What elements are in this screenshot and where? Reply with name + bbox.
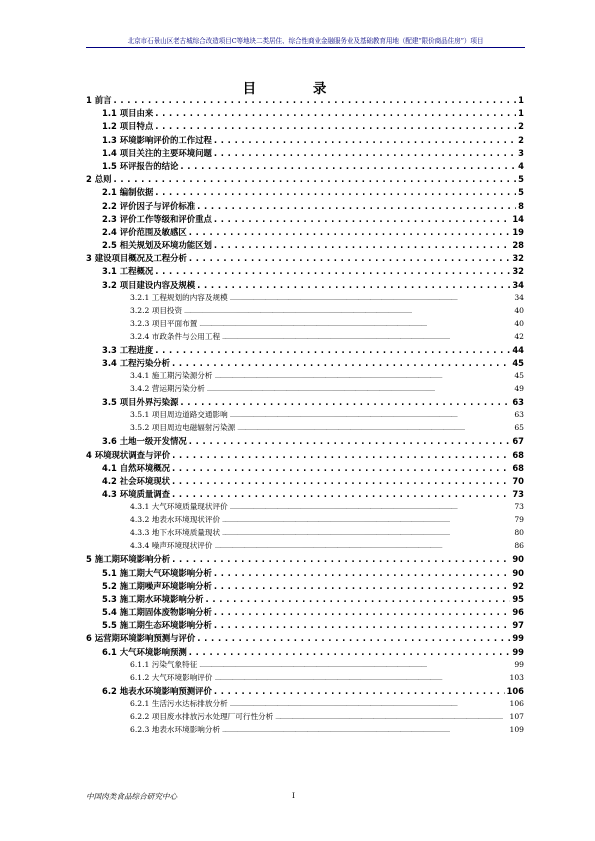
running-header: 北京市石景山区老古城综合改造项目C等地块二类居住、综合性商业金融服务业及基础教育用地（配建“限价商品住房”）项目 xyxy=(86,35,525,48)
toc-dot-leader xyxy=(189,436,511,446)
toc-dot-leader xyxy=(206,594,511,604)
toc-entry[interactable] xyxy=(86,553,524,566)
toc-dot-leader xyxy=(222,332,512,341)
toc-entry-page: 49 xyxy=(514,384,524,394)
toc-dot-leader xyxy=(114,95,517,105)
toc-entry-page: 73 xyxy=(512,489,524,500)
toc-entry-page: 90 xyxy=(512,554,524,565)
toc-entry-title: 2.4 评价范围及敏感区 xyxy=(102,226,187,237)
toc-entry-page: 99 xyxy=(514,659,524,669)
toc-entry-title: 6.2.1 生活污水达标排放分析 xyxy=(130,699,228,708)
toc-entry-page: 32 xyxy=(512,253,524,264)
toc-entry-title: 6.1.2 大气环境影响评价 xyxy=(130,672,213,682)
toc-dot-leader xyxy=(230,699,508,708)
toc-entry-title: 3.2.2 项目投资 xyxy=(130,305,183,315)
toc-dot-leader xyxy=(215,371,513,380)
toc-dot-leader xyxy=(189,253,510,263)
toc-dot-leader xyxy=(155,187,516,197)
footer-page-number: I xyxy=(292,791,295,800)
toc-entry-title: 6.2.2 项目废水排放污水处理厂可行性分析 xyxy=(130,712,274,721)
toc-entry-page: 67 xyxy=(512,436,524,447)
toc-entry-page: 45 xyxy=(514,371,524,381)
toc-entry-title: 2.2 评价因子与评价标准 xyxy=(102,200,196,211)
toc-entry-page: 5 xyxy=(518,187,524,198)
toc-entry-title: 1.2 项目特点 xyxy=(102,121,154,132)
toc-entry-page: 90 xyxy=(512,567,524,578)
toc-entry-title: 3.5.2 项目周边电磁辐射污染源 xyxy=(130,423,236,433)
toc-entry-title: 1.3 环境影响评价的工作过程 xyxy=(102,134,212,145)
toc-entry[interactable] xyxy=(86,279,524,292)
toc-entry-title: 4.3.4 噪声环境现状评价 xyxy=(130,541,213,551)
toc-entry-page: 73 xyxy=(514,502,524,512)
toc-entry-title: 3.6 土地一级开发情况 xyxy=(102,436,187,447)
toc-entry-page: 8 xyxy=(518,200,524,211)
toc-entry-title: 3 建设项目概况及工程分析 xyxy=(86,253,187,264)
toc-dot-leader xyxy=(189,227,511,237)
toc-entry[interactable] xyxy=(86,685,524,698)
toc-entry-page: 103 xyxy=(509,672,524,682)
toc-entry[interactable] xyxy=(86,186,524,199)
toc-entry[interactable] xyxy=(86,409,524,422)
toc-entry[interactable] xyxy=(86,107,524,120)
toc-dot-leader xyxy=(114,174,517,184)
toc-dot-leader xyxy=(199,319,512,328)
toc-entry-title: 1.5 环评报告的结论 xyxy=(102,160,179,171)
toc-entry-title: 6.2.3 地表水环境影响分析 xyxy=(130,725,221,734)
toc-entry-page: 34 xyxy=(514,292,524,302)
toc-entry[interactable] xyxy=(86,173,524,186)
toc-entry-page: 106 xyxy=(509,699,524,708)
toc-entry-title: 3.2 项目建设内容及规模 xyxy=(102,279,196,290)
toc-dot-leader xyxy=(155,266,510,276)
toc-entry-title: 5.2 施工期噪声环境影响分析 xyxy=(102,580,212,591)
toc-dot-leader xyxy=(197,201,516,211)
toc-entry-title: 2.3 评价工作等级和评价重点 xyxy=(102,213,212,224)
toc-entry-title: 3.4.2 营运期污染分析 xyxy=(130,384,205,394)
toc-entry-title: 2.1 编制依据 xyxy=(102,187,154,198)
toc-entry[interactable] xyxy=(86,94,524,107)
toc-entry-page: 45 xyxy=(512,358,524,368)
toc-dot-leader xyxy=(214,620,510,630)
toc-entry[interactable] xyxy=(86,344,524,357)
toc-entry-page: 97 xyxy=(512,620,524,631)
toc-entry-page: 32 xyxy=(512,266,524,277)
toc-dot-leader xyxy=(275,712,507,721)
toc-entry[interactable] xyxy=(86,711,524,724)
toc-entry-page: 107 xyxy=(509,712,524,721)
toc-dot-leader xyxy=(155,121,516,131)
footer-organization: 中国肉类食品综合研究中心 xyxy=(86,792,178,801)
toc-entry-title: 4.3.3 地下水环境质量现状 xyxy=(130,528,221,538)
toc-entry[interactable] xyxy=(86,134,524,147)
toc-entry-page: 96 xyxy=(512,607,524,618)
toc-dot-leader xyxy=(214,607,510,617)
toc-entry[interactable] xyxy=(86,226,524,239)
toc-entry[interactable] xyxy=(86,357,524,370)
toc-entry-page: 40 xyxy=(514,318,524,328)
toc-entry[interactable] xyxy=(86,724,524,737)
toc-dot-leader xyxy=(222,515,512,524)
toc-dot-leader xyxy=(215,673,508,682)
toc-entry-title: 4.2 社会环境现状 xyxy=(102,475,171,486)
toc-entry-title: 3.1 工程概况 xyxy=(102,266,154,277)
toc-entry[interactable] xyxy=(86,383,524,396)
toc-entry[interactable] xyxy=(86,292,524,305)
toc-entry[interactable] xyxy=(86,239,524,252)
toc-entry[interactable] xyxy=(86,567,524,580)
toc-dot-leader xyxy=(230,502,513,511)
toc-dot-leader xyxy=(214,568,510,578)
toc-entry-page: 99 xyxy=(512,633,524,644)
toc-entry[interactable] xyxy=(86,331,524,344)
toc-entry-title: 4.1 自然环境概况 xyxy=(102,462,171,473)
toc-entry-page: 14 xyxy=(512,213,524,224)
toc-entry-title: 5.5 施工期生态环境影响分析 xyxy=(102,620,212,631)
toc-dot-leader xyxy=(214,148,516,158)
toc-entry-title: 6.1 大气环境影响预测 xyxy=(102,646,187,657)
toc-entry[interactable] xyxy=(86,370,524,383)
toc-entry-page: 2 xyxy=(518,134,524,145)
toc-entry[interactable] xyxy=(86,619,524,632)
toc-dot-leader xyxy=(172,489,510,499)
toc-entry-title: 3.2.1 工程规划的内容及规模 xyxy=(130,292,228,302)
toc-entry[interactable] xyxy=(86,462,524,475)
toc-entry-title: 6.2 地表水环境影响预测评价 xyxy=(102,685,212,696)
toc-entry-page: 80 xyxy=(514,528,524,538)
toc-entry-title: 6.1.1 污染气象特征 xyxy=(130,659,198,669)
toc-entry[interactable] xyxy=(86,501,524,514)
toc-entry-title: 3.5.1 项目周边道路交通影响 xyxy=(130,410,228,420)
toc-entry-page: 34 xyxy=(512,279,524,290)
toc-dot-leader xyxy=(155,345,510,355)
toc-entry-title: 2 总则 xyxy=(86,174,112,185)
toc-entry[interactable] xyxy=(86,698,524,711)
toc-entry[interactable] xyxy=(86,527,524,540)
toc-entry-page: 79 xyxy=(514,515,524,525)
toc-entry-title: 3.3 工程进度 xyxy=(102,344,154,355)
toc-entry[interactable] xyxy=(86,396,524,409)
toc-entry-page: 99 xyxy=(512,646,524,657)
toc-entry-title: 6 运营期环境影响预测与评价 xyxy=(86,633,196,644)
toc-dot-leader xyxy=(222,725,507,734)
toc-dot-leader xyxy=(214,214,510,224)
toc-entry-title: 4 环境现状调查与评价 xyxy=(86,449,171,460)
toc-entry-title: 3.2.4 市政条件与公用工程 xyxy=(130,331,221,341)
toc-entry[interactable] xyxy=(86,593,524,606)
toc-entry[interactable] xyxy=(86,488,524,501)
toc-entry[interactable] xyxy=(86,160,524,173)
toc-entry-page: 63 xyxy=(514,410,524,420)
toc-entry[interactable] xyxy=(86,606,524,619)
toc-dot-leader xyxy=(214,135,516,145)
toc-entry[interactable] xyxy=(86,147,524,160)
toc-dot-leader xyxy=(214,240,510,250)
toc-entry[interactable] xyxy=(86,514,524,527)
table-of-contents xyxy=(86,94,524,737)
toc-entry-page: 106 xyxy=(506,685,524,696)
toc-entry-title: 2.5 相关规划及环境功能区划 xyxy=(102,240,212,251)
toc-entry-page: 28 xyxy=(512,240,524,251)
toc-dot-leader xyxy=(222,528,512,537)
toc-entry-title: 5 施工期环境影响分析 xyxy=(86,554,171,565)
toc-entry[interactable] xyxy=(86,252,524,265)
toc-dot-leader xyxy=(172,358,510,368)
toc-dot-leader xyxy=(172,450,510,460)
toc-entry[interactable] xyxy=(86,475,524,488)
toc-dot-leader xyxy=(189,647,511,657)
toc-entry[interactable] xyxy=(86,449,524,462)
toc-entry-title: 5.3 施工期水环境影响分析 xyxy=(102,593,204,604)
toc-entry-title: 3.4.1 施工期污染源分析 xyxy=(130,371,213,381)
toc-entry-page: 70 xyxy=(512,475,524,486)
toc-entry-page: 109 xyxy=(509,725,524,734)
toc-entry-title: 3.2.3 项目平面布置 xyxy=(130,318,198,328)
toc-entry-title: 4.3.2 地表水环境现状评价 xyxy=(130,515,221,525)
toc-entry[interactable] xyxy=(86,265,524,278)
toc-entry-title: 5.1 施工期大气环境影响分析 xyxy=(102,567,212,578)
toc-dot-leader xyxy=(180,161,516,171)
toc-entry-page: 1 xyxy=(518,95,524,105)
toc-entry-page: 42 xyxy=(514,331,524,341)
toc-dot-leader xyxy=(180,397,510,407)
toc-dot-leader xyxy=(230,410,513,419)
toc-dot-leader xyxy=(172,476,510,486)
toc-entry-page: 4 xyxy=(518,160,524,171)
toc-entry[interactable] xyxy=(86,318,524,331)
toc-dot-leader xyxy=(172,463,510,473)
toc-entry[interactable] xyxy=(86,305,524,318)
toc-entry-page: 65 xyxy=(514,423,524,433)
toc-dot-leader xyxy=(199,660,512,669)
toc-entry-page: 2 xyxy=(518,121,524,132)
toc-dot-leader xyxy=(215,541,513,550)
toc-entry-title: 3.5 项目外界污染源 xyxy=(102,397,179,408)
toc-entry-page: 1 xyxy=(518,108,524,119)
toc-entry-page: 68 xyxy=(512,449,524,460)
toc-entry-title: 3.4 工程污染分析 xyxy=(102,358,171,368)
toc-entry-title: 4.3.1 大气环境质量现状评价 xyxy=(130,502,228,512)
toc-entry-page: 3 xyxy=(518,147,524,158)
toc-entry-page: 86 xyxy=(514,541,524,551)
toc-dot-leader xyxy=(155,108,516,118)
toc-dot-leader xyxy=(207,384,512,393)
toc-dot-leader xyxy=(197,633,510,643)
toc-entry-title: 1.1 项目由来 xyxy=(102,108,154,119)
page-title: 目 录 xyxy=(242,81,353,97)
toc-entry[interactable] xyxy=(86,213,524,226)
toc-dot-leader xyxy=(197,280,510,290)
toc-entry-title: 5.4 施工期固体废物影响分析 xyxy=(102,607,212,618)
toc-entry[interactable] xyxy=(86,672,524,685)
toc-entry-page: 19 xyxy=(512,226,524,237)
toc-entry[interactable] xyxy=(86,540,524,553)
toc-entry-page: 92 xyxy=(512,580,524,591)
toc-entry[interactable] xyxy=(86,659,524,672)
toc-entry[interactable] xyxy=(86,435,524,448)
toc-entry[interactable] xyxy=(86,632,524,645)
toc-entry[interactable] xyxy=(86,422,524,435)
toc-entry[interactable] xyxy=(86,580,524,593)
toc-dot-leader xyxy=(230,293,513,302)
toc-entry-page: 44 xyxy=(512,344,524,355)
toc-dot-leader xyxy=(214,686,505,696)
toc-entry[interactable] xyxy=(86,200,524,213)
toc-entry-page: 40 xyxy=(514,305,524,315)
toc-entry-title: 1.4 项目关注的主要环境问题 xyxy=(102,147,212,158)
toc-entry-title: 1 前言 xyxy=(86,95,112,105)
toc-entry-page: 68 xyxy=(512,462,524,473)
toc-dot-leader xyxy=(184,306,512,315)
toc-entry-page: 5 xyxy=(518,174,524,185)
toc-entry-title: 4.3 环境质量调查 xyxy=(102,489,171,500)
toc-entry[interactable] xyxy=(86,646,524,659)
toc-dot-leader xyxy=(237,423,512,432)
toc-dot-leader xyxy=(172,554,510,564)
toc-entry-page: 95 xyxy=(512,593,524,604)
toc-dot-leader xyxy=(214,581,510,591)
toc-entry[interactable] xyxy=(86,120,524,133)
toc-entry-page: 63 xyxy=(512,397,524,408)
